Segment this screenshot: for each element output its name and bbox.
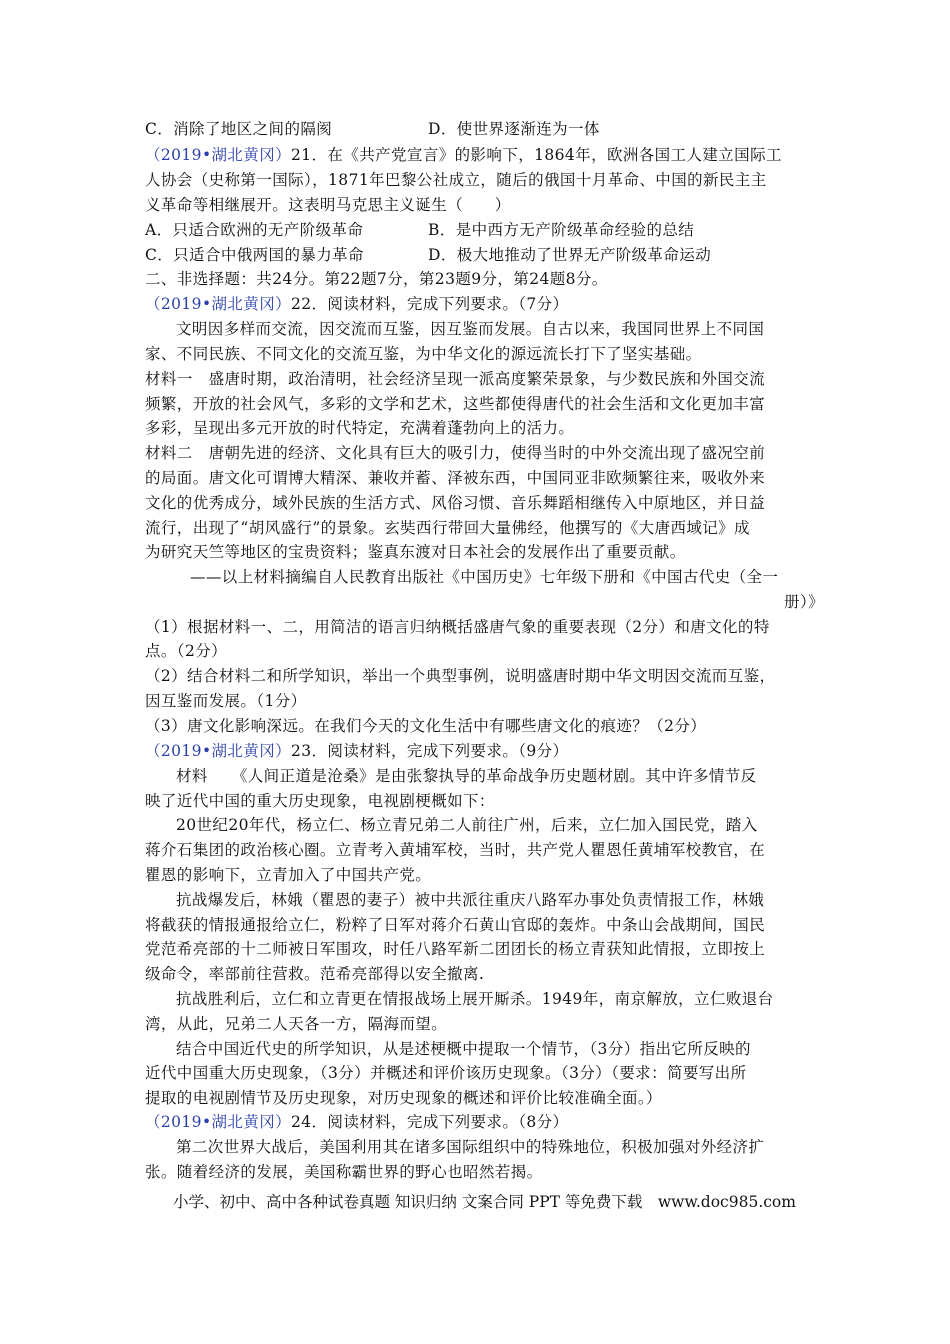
q21-option-b: B．是中西方无产阶级革命经验的总结 [428, 221, 695, 239]
q23-para1-line-1: 20世纪20年代，杨立仁、杨立青兄弟二人前往广州，后来，立仁加入国民党，踏入 [176, 816, 758, 834]
q24-stem-text: 24．阅读材料，完成下列要求。（8分） [291, 1113, 569, 1131]
q20-option-d: D．使世界逐渐连为一体 [428, 120, 600, 138]
q23-task-line-1: 结合中国近代史的所学知识，从是述梗概中提取一个情节，（3分）指出它所反映的 [176, 1040, 751, 1058]
q23-source: （2019•湖北黄冈） [145, 742, 291, 760]
q21-option-d: D．极大地推动了世界无产阶级革命运动 [428, 246, 712, 264]
q22-sub2-line-1: （2）结合材料二和所学知识，举出一个典型事例，说明盛唐时期中华文明因交流而互鉴， [145, 667, 776, 685]
q23-stem-text: 23．阅读材料，完成下列要求。（9分） [291, 742, 569, 760]
q22-intro-line-1: 文明因多样而交流，因交流而互鉴，因互鉴而发展。自古以来，我国同世界上不同国 [176, 320, 765, 338]
section-2-heading: 二、非选择题：共24分。第22题7分，第23题9分，第24题8分。 [145, 270, 608, 288]
q22-material2-line-2: 的局面。唐文化可谓博大精深、兼收并蓄、泽被东西，中国同亚非欧频繁往来，吸收外来 [145, 469, 766, 487]
q21-stem-line-1 [145, 145, 782, 165]
q24-stem [145, 1112, 568, 1132]
q24-material-line-2: 张。随着经济的发展，美国称霸世界的野心也昭然若揭。 [145, 1163, 543, 1181]
q23-para2-line-2: 将截获的情报通报给立仁，粉粹了日军对蒋介石黄山官邸的轰炸。中条山会战期间，国民 [145, 916, 766, 934]
q22-material1-line-2: 频繁，开放的社会风气，多彩的文学和艺术，这些都使得唐代的社会生活和文化更加丰富 [145, 395, 766, 413]
q23-para3-line-1: 抗战胜利后，立仁和立青更在情报战场上展开厮杀。1949年，南京解放，立仁败退台 [176, 990, 774, 1008]
q24-source: （2019•湖北黄冈） [145, 1113, 291, 1131]
q23-task-line-3: 提取的电视剧情节及历史现象，对历史现象的概述和评价比较准确全面。） [145, 1089, 662, 1107]
q22-stem-text: 22．阅读材料，完成下列要求。（7分） [291, 295, 569, 313]
q22-material1-line-1: 材料一 盛唐时期，政治清明，社会经济呈现一派高度繁荣景象，与少数民族和外国交流 [145, 370, 766, 388]
q22-citation-line-2: 册）》 [784, 593, 824, 611]
q22-stem [145, 294, 568, 314]
q23-stem [145, 741, 568, 761]
q21-option-c: C．只适合中俄两国的暴力革命 [145, 246, 364, 264]
q22-intro-line-2: 家、不同民族、不同文化的交流互鉴，为中华文化的源远流长打下了坚实基础。 [145, 345, 702, 363]
q21-stem-text: 21．在《共产党宣言》的影响下，1864年，欧洲各国工人建立国际工 [291, 146, 782, 164]
q23-material-line-2: 映了近代中国的重大历史现象，电视剧梗概如下： [145, 792, 495, 810]
q21-option-cd-row [145, 245, 712, 265]
q22-sub2-line-2: 因互鉴而发展。（1分） [145, 692, 307, 710]
q22-material2-line-4: 流行，出现了“胡风盛行”的景象。玄奘西行带回大量佛经，他撰写的《大唐西域记》成 [145, 519, 750, 537]
q21-stem-line-3: 义革命等相继展开。这表明马克思主义诞生（ ） [145, 196, 511, 214]
q21-source: （2019•湖北黄冈） [145, 146, 291, 164]
q23-para3-line-2: 湾，从此，兄弟二人天各一方，隔海而望。 [145, 1015, 448, 1033]
q22-material2-line-5: 为研究天竺等地区的宝贵资料；鉴真东渡对日本社会的发展作出了重要贡献。 [145, 543, 686, 561]
q23-material-line-1: 材料 《人间正道是沧桑》是由张黎执导的革命战争历史题材剧。其中许多情节反 [176, 767, 757, 785]
q22-material2-line-3: 文化的优秀成分，域外民族的生活方式、风俗习惯、音乐舞蹈相继传入中原地区，并日益 [145, 494, 766, 512]
q22-material1-line-3: 多彩，呈现出多元开放的时代特定，充满着蓬勃向上的活力。 [145, 419, 575, 437]
q23-task-line-2: 近代中国重大历史现象，（3分）并概述和评价该历史现象。（3分）（要求：简要写出所 [145, 1064, 747, 1082]
q23-para1-line-3: 瞿恩的影响下，立青加入了中国共产党。 [145, 866, 432, 884]
q22-sub3: （3）唐文化影响深远。在我们今天的文化生活中有哪些唐文化的痕迹？（2分） [145, 717, 707, 735]
q22-source: （2019•湖北黄冈） [145, 295, 291, 313]
q21-option-ab-row [145, 220, 695, 240]
q24-material-line-1: 第二次世界大战后，美国利用其在诸多国际组织中的特殊地位，积极加强对外经济扩 [176, 1138, 765, 1156]
q22-citation-line-1: ——以上材料摘编自人民教育出版社《中国历史》七年级下册和《中国古代史（全一 [190, 568, 779, 586]
q21-stem-line-2: 人协会（史称第一国际），1871年巴黎公社成立，随后的俄国十月革命、中国的新民主主 [145, 171, 767, 189]
q20-option-c-row [145, 119, 600, 139]
q20-option-c: C．消除了地区之间的隔阂 [145, 120, 333, 138]
q23-para2-line-4: 级命令，率部前往营救。范希亮部得以安全撤离. [145, 965, 485, 983]
q23-para2-line-1: 抗战爆发后，林娥（瞿恩的妻子）被中共派往重庆八路军办事处负责情报工作，林娥 [176, 891, 765, 909]
q21-option-a: A．只适合欧洲的无产阶级革命 [145, 221, 364, 239]
q22-sub1-line-1: （1）根据材料一、二，用简洁的语言归纳概括盛唐气象的重要表现（2分）和唐文化的特 [145, 618, 770, 636]
q23-para2-line-3: 党范希亮部的十二师被日军围攻，时任八路军新二团团长的杨立青获知此情报，立即按上 [145, 940, 766, 958]
q22-sub1-line-2: 点。（2分） [145, 642, 228, 660]
q22-material2-line-1: 材料二 唐朝先进的经济、文化具有巨大的吸引力，使得当时的中外交流出现了盛况空前 [145, 444, 766, 462]
page-footer: 小学、初中、高中各种试卷真题 知识归纳 文案合同 PPT 等免费下载 www.doc985.com [173, 1193, 796, 1211]
q23-para1-line-2: 蒋介石集团的政治核心圈。立青考入黄埔军校，当时，共产党人瞿恩任黄埔军校教官，在 [145, 841, 766, 859]
